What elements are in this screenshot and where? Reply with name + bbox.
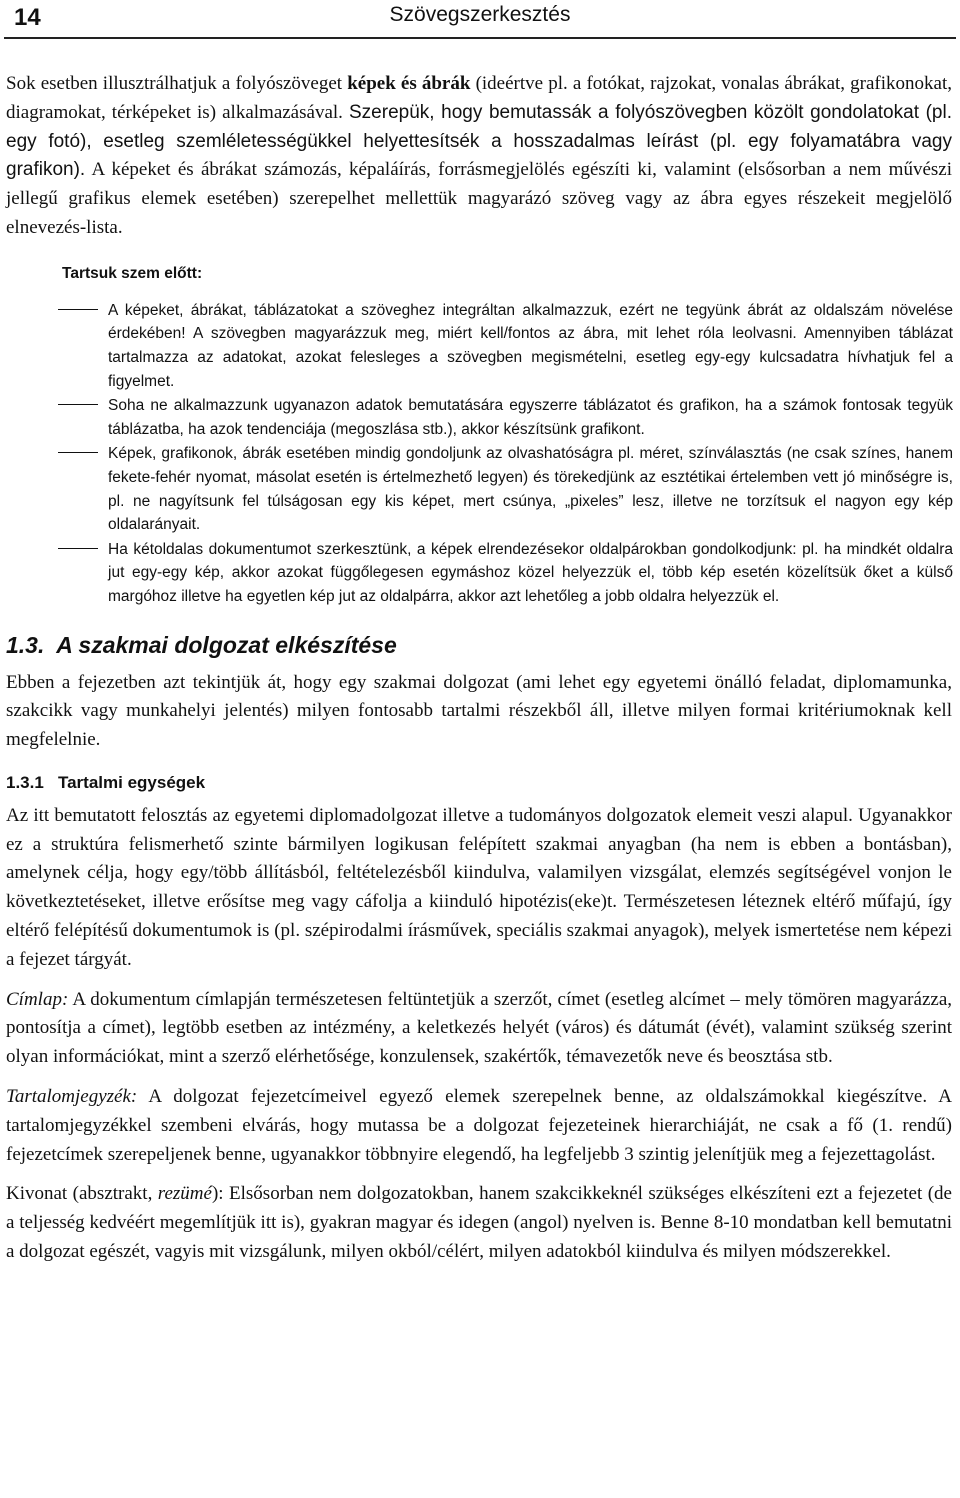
page-header <box>4 0 956 39</box>
kivonat-label-1: Kivonat (absztrakt, <box>6 1183 158 1205</box>
tartalomjegyzek-paragraph <box>6 1083 952 1169</box>
page-number: 14 <box>14 4 41 31</box>
note-title: Tartsuk szem előtt: <box>62 264 203 282</box>
intro-bold: képek és ábrák <box>347 73 471 94</box>
note-item-text: A képeket, ábrákat, táblázatokat a szöveghez integráltan alkalmazzuk, ezért ne tegyünk ábrát az oldalszám növelése érdekében! A szövegben magyarázzuk meg, miért kell/fontos az ábra, mit lehet róla leolvasni. Amennyiben táblázat tartalmazza az adatokat, azokat felesleges a szövegben megismételni, esetleg egy-egy kulcsadatra hívhatjuk fel a figyelmet. <box>108 301 953 390</box>
note-item <box>58 394 953 441</box>
note-item-text: Soha ne alkalmazzunk ugyanazon adatok bemutatására egyszerre táblázatot és grafikon, ha a számok fontosak tegyük táblázatba, ha azok tendenciája (megoszlása stb.), akkor készítsünk grafikont. <box>108 397 953 438</box>
kivonat-label-italic: rezümé <box>157 1183 212 1205</box>
intro-text-3: Szerepük, hogy bemutassák a folyószövegben közölt gondolatokat (pl. egy fotó), esetleg szemléletességükkel helyettesítsék a hosszadalmas leírást (pl. egy folyamatábra vagy grafikon). <box>6 101 952 181</box>
note-list <box>58 299 953 609</box>
cimlap-paragraph <box>6 986 952 1072</box>
kivonat-paragraph <box>6 1180 952 1266</box>
dash-bullet-icon <box>58 548 98 549</box>
kivonat-text: Elsősorban nem dolgozatokban, hanem szakcikkeknél szükséges elkészíteni ezt a fejezetet (de a teljesség kedvéért megemlítjük itt is), gyakran magyar és idegen (angol) nyelven is. Benne 8-10 mondatban kell bemutatni a dolgozat egészét, vagyis mit vizsgálunk, milyen okból/célért, milyen adatokból kiindulva és milyen módszerekkel. <box>6 1183 952 1263</box>
note-box <box>58 265 953 609</box>
section-paragraph: Ebben a fejezetben azt tekintjük át, hogy egy szakmai dolgozat (ami lehet egy egyetemi önálló feladat, diplomamunka, szakcikk vagy munkahelyi jelentés) milyen fontosabb tartalmi részekből áll, illetve milyen formai kritériumoknak kell megfelelnie. <box>6 671 952 751</box>
cimlap-text: A dokumentum címlapján természetesen feltüntetjük a szerzőt, címet (esetleg alcímet – mely tömören magyarázza, pontosítja a címet), legtöbb esetben az intézmény, a keletkezés helyét (város) és dátumát (évét), valamint szükség szerint olyan információkat, mint a szerző elérhetősége, konzulensek, szakértők, témavezetők neve és beosztása stb. <box>6 988 952 1068</box>
dash-bullet-icon <box>58 404 98 405</box>
dash-bullet-icon <box>58 309 98 310</box>
chapter-title: Szövegszerkesztés <box>389 3 571 26</box>
note-item <box>58 442 953 536</box>
kivonat-label-2: ): <box>211 1183 224 1205</box>
cimlap-label: Címlap: <box>6 988 69 1010</box>
intro-paragraph <box>6 70 952 243</box>
section-heading: 1.3. A szakmai dolgozat elkészítése <box>6 631 397 658</box>
subsection-paragraph: Az itt bemutatott felosztás az egyetemi diplomadolgozat illetve a tudományos dolgozatok elemeit veszi alapul. Ugyanakkor ez a struktúra felismerhető szinte bármilyen logikusan felépített szakmai anyagban (ha nem is ebben a bontásban), amelynek célja, hogy egy/több állításból, feltételezésből kiindulva, valamilyen vizsgálat, elemzés segítségével vonjon le következtetéseket, illetve erősítse meg vagy cáfolja a kiinduló hipotézis(eke)t. Természetesen léteznek eltérő műfajú, így eltérő felépítésű dokumentumok is (pl. szépirodalmi írásművek, speciális szakmai anyagok), melyek ismertetése nem képezi a fejezet tárgyát. <box>6 804 952 970</box>
page-content <box>6 70 952 1267</box>
subsection-heading: 1.3.1 Tartalmi egységek <box>6 772 206 792</box>
note-item <box>58 538 953 609</box>
dash-bullet-icon <box>58 452 98 453</box>
intro-text-1: Sok esetben illusztrálhatjuk a folyószöveget <box>6 73 348 94</box>
intro-text-4: A képeket és ábrákat számozás, képaláírás, forrásmegjelölés egészíti ki, valamint (elsősorban a nem művészi jellegű grafikus elemek esetében) szerepelhet mellettük magyarázó szöveg vagy az ábra egyes részekeit megjelölő elnevezés-lista. <box>6 159 952 238</box>
note-item-text: Képek, grafikonok, ábrák esetében mindig gondoljunk az olvashatóságra pl. méret, színválasztás (ne csak színes, hanem fekete-fehér nyomat, másolat esetén is értelmezhető legyen) és törekedjünk az esztétikai értelemben vett jó minőségre is, pl. ne nagyítsunk fel túlságosan egy kis képet, mert csúnya, „pixeles” lesz, illetve ne torzítsuk el nagyon egy kép oldalarányait. <box>108 445 953 534</box>
intro-text-2: (ideértve pl. a fotókat, rajzokat, vonalas ábrákat, grafikonokat, diagramokat, térképeket is) alkalmazásával. <box>6 73 953 123</box>
note-item <box>58 299 953 393</box>
note-item-text: Ha kétoldalas dokumentumot szerkesztünk, a képek elrendezésekor oldalpárokban gondolkodjunk: pl. ha mindkét oldalra jut egy-egy kép, akkor azokat függőlegesen egymáshoz közel helyezzük el, több kép esetén közelítsük őket a külső margóhoz illetve ha egyetlen kép jut az oldalpárra, akkor azt lehetőleg a jobb oldalra helyezzük el. <box>108 540 953 605</box>
tartalomjegyzek-label: Tartalomjegyzék: <box>6 1086 138 1108</box>
tartalomjegyzek-text: A dolgozat fejezetcímeivel egyező elemek szerepelnek benne, az oldalszámokkal kiegészítve. A tartalomjegyzékkel szembeni elvárás, hogy mutassa be a dolgozat fejezeteinek hierarchiáját, ne csak a fő (1. rendű) fejezetcímek szerepeljenek benne, ugyanakkor többnyire elegendő, ha legfeljebb 3 szintig jelenítjük meg a fejezettagolást. <box>6 1086 952 1165</box>
